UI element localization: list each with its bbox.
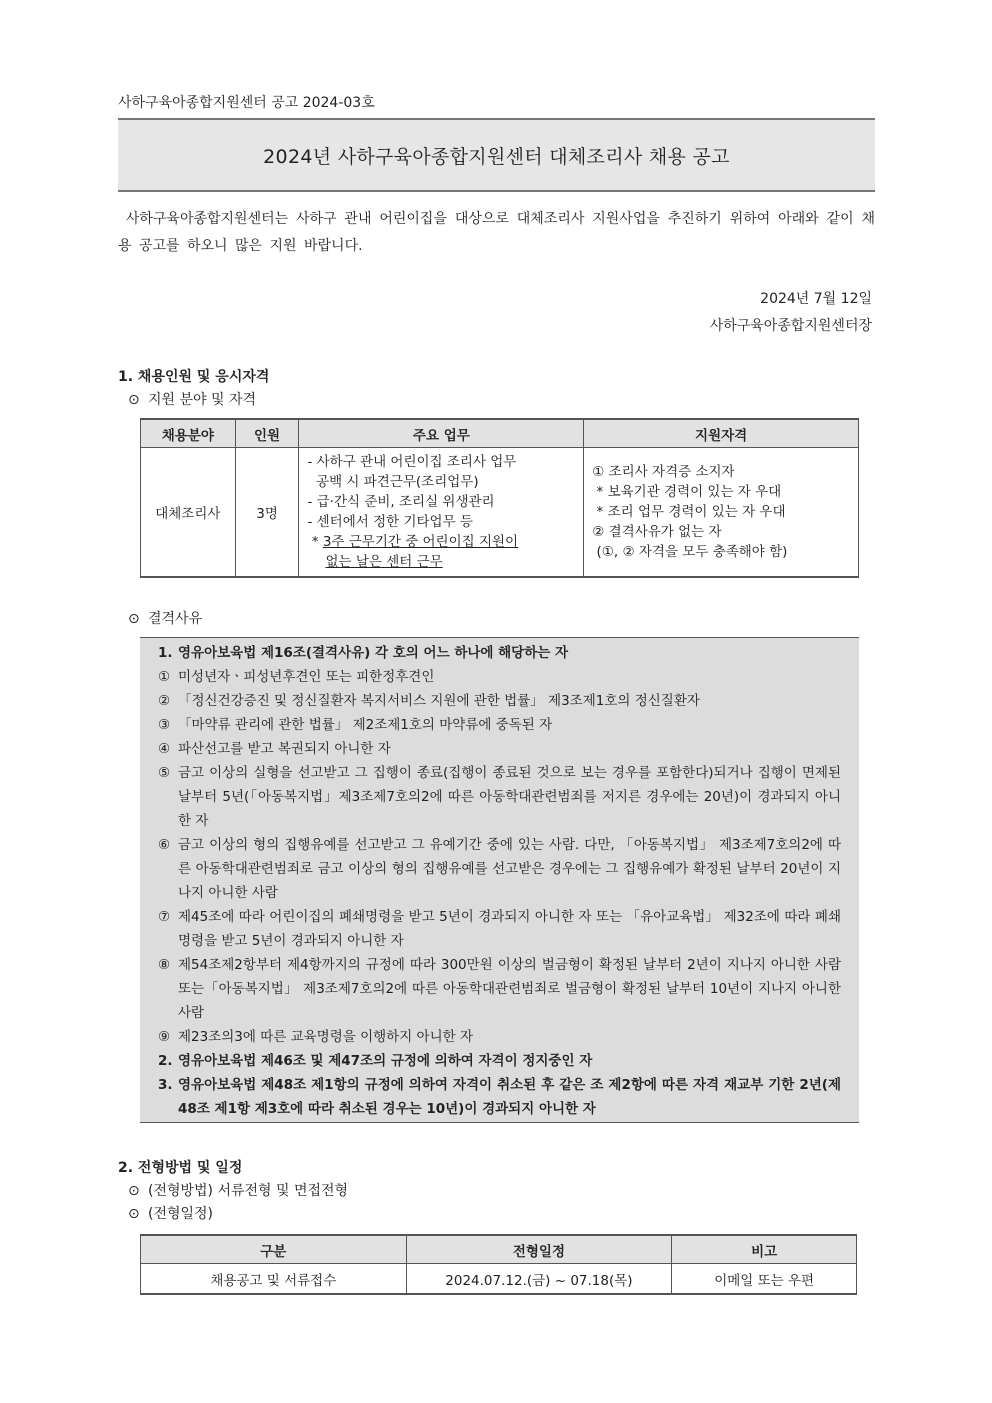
dq-num: ④	[158, 741, 171, 757]
bullet2-label: (전형일정)	[148, 1206, 214, 1222]
qualification-line: ① 조리사 자격증 소지자	[592, 464, 735, 480]
col-header-duties: 주요 업무	[299, 419, 584, 448]
col-header-note: 비고	[672, 1235, 857, 1264]
dq-num: 2.	[158, 1053, 173, 1069]
duty-note-line2: 없는 날은 센터 근무	[325, 554, 443, 570]
section2-bullet2	[128, 1203, 213, 1223]
cell-note: 이메일 또는 우편	[672, 1264, 857, 1295]
dq-text: 「마약류 관리에 관한 법률」 제2조제1호의 마약류에 중독된 자	[178, 717, 553, 733]
dq-subitem	[158, 713, 841, 737]
duty-note-line1: 3주 근무기간 중 어린이집 지원이	[322, 534, 519, 550]
dq-subitem	[158, 689, 841, 713]
duty-line: - 급·간식 준비, 조리실 위생관리	[307, 494, 495, 510]
dq-text: 금고 이상의 실형을 선고받고 그 집행이 종료(집행이 종료된 것으로 보는 경우를 포함한다)되거나 집행이 면제된 날부터 5년(「아동복지법」제3조제7호의2에 따른 아동학대관련범죄를 저지른 경우에는 20년)이 경과되지 아니한 자	[178, 765, 841, 829]
dq-text: 금고 이상의 형의 집행유예를 선고받고 그 유예기간 중에 있는 사람. 다만, 「아동복지법」 제3조제7호의2에 따른 아동학대관련범죄로 금고 이상의 형의 집행유예를 선고받은 경우에는 그 집행유예가 확정된 날부터 20년이 지나지 아니한 사람	[178, 837, 841, 901]
intro-text: 사하구육아종합지원센터는 사하구 관내 어린이집을 대상으로 대체조리사 지원사업을 추진하기 위하여 아래와 같이 채용 공고를 하오니 많은 지원 바랍니다.	[118, 211, 875, 254]
section1-sub1	[128, 389, 256, 409]
bullet-icon: ⊙	[128, 392, 140, 408]
col-header-qualifications: 지원자격	[584, 419, 859, 448]
duty-note	[307, 532, 575, 552]
notice-number: 사하구육아종합지원센터 공고 2024-03호	[118, 95, 375, 111]
dq-text: 제23조의3에 따른 교육명령을 이행하지 아니한 자	[178, 1029, 474, 1045]
qualification-table	[140, 418, 859, 578]
col-header-category: 구분	[141, 1235, 407, 1264]
bullet-icon: ⊙	[128, 1206, 140, 1222]
col-header-field: 채용분야	[141, 419, 236, 448]
dq-subitem	[158, 953, 841, 1025]
disqualification-box	[140, 637, 859, 1123]
dq-text: 제45조에 따라 어린이집의 폐쇄명령을 받고 5년이 경과되지 아니한 자 또는 「유아교육법」 제32조에 따라 폐쇄명령을 받고 5년이 경과되지 아니한 자	[178, 909, 841, 949]
sub2-label: 결격사유	[148, 611, 203, 627]
dq-item	[158, 1073, 841, 1121]
dq-item	[158, 1049, 841, 1073]
col-header-schedule: 전형일정	[406, 1235, 672, 1264]
table-row	[141, 448, 859, 578]
announcement-date: 2024년 7월 12일	[760, 291, 872, 307]
section2-bullet1	[128, 1180, 348, 1200]
dq-subitem	[158, 761, 841, 833]
dq-subitem	[158, 905, 841, 953]
dq-text: 영유아보육법 제46조 및 제47조의 규정에 의하여 자격이 정지중인 자	[178, 1053, 593, 1069]
schedule-table	[140, 1234, 857, 1295]
dq-num: ①	[158, 669, 171, 685]
qualification-line: ② 결격사유가 없는 자	[592, 524, 722, 540]
dq-num: ②	[158, 693, 171, 709]
dq-text: 「정신건강증진 및 정신질환자 복지서비스 지원에 관한 법률」 제3조제1호의 정신질환자	[178, 693, 700, 709]
bullet1-label: (전형방법) 서류전형 및 면접전형	[148, 1183, 349, 1199]
dq-text: 파산선고를 받고 복권되지 아니한 자	[178, 741, 391, 757]
cell-field: 대체조리사	[141, 448, 236, 578]
sub1-label: 지원 분야 및 자격	[148, 392, 257, 408]
signature: 사하구육아종합지원센터장	[709, 318, 872, 334]
cell-count: 3명	[235, 448, 299, 578]
dq-num: 3.	[158, 1077, 173, 1093]
page-title: 2024년 사하구육아종합지원센터 대체조리사 채용 공고	[263, 145, 730, 168]
dq-text: 영유아보육법 제16조(결격사유) 각 호의 어느 하나에 해당하는 자	[178, 645, 569, 661]
duty-note-cont	[307, 552, 575, 572]
cell-qualifications	[584, 448, 859, 578]
dq-subitem	[158, 737, 841, 761]
cell-category: 채용공고 및 서류접수	[141, 1264, 407, 1295]
qualification-line: (①, ② 자격을 모두 충족해야 함)	[592, 544, 788, 560]
title-banner	[118, 118, 875, 192]
dq-text: 영유아보육법 제48조 제1항의 규정에 의하여 자격이 취소된 후 같은 조 제2항에 따른 자격 재교부 기한 2년(제48조 제1항 제3호에 따라 취소된 경우는 10년)이 경과되지 아니한 자	[178, 1077, 841, 1117]
table-row	[141, 1264, 857, 1295]
dq-item	[158, 641, 841, 665]
duty-line: 공백 시 파견근무(조리업무)	[307, 474, 479, 490]
bullet-icon: ⊙	[128, 611, 140, 627]
dq-num: ③	[158, 717, 171, 733]
section1-sub2	[128, 608, 202, 628]
col-header-count: 인원	[235, 419, 299, 448]
table-header-row	[141, 419, 859, 448]
dq-subitem	[158, 665, 841, 689]
dq-num: ⑤	[158, 765, 171, 781]
cell-schedule: 2024.07.12.(금) ~ 07.18(목)	[406, 1264, 672, 1295]
qualification-line: * 보육기관 경력이 있는 자 우대	[592, 484, 782, 500]
dq-num: ⑨	[158, 1029, 171, 1045]
dq-num: ⑥	[158, 837, 171, 853]
bullet-icon: ⊙	[128, 1183, 140, 1199]
cell-duties	[299, 448, 584, 578]
section2-heading: 2. 전형방법 및 일정	[118, 1160, 243, 1176]
qualification-line: * 조리 업무 경력이 있는 자 우대	[592, 504, 786, 520]
dq-text: 제54조제2항부터 제4항까지의 규정에 따라 300만원 이상의 벌금형이 확정된 날부터 2년이 지나지 아니한 사람 또는「아동복지법」 제3조제7호의2에 따른 아동학대관련범죄로 벌금형이 확정된 날부터 10년이 지나지 아니한 사람	[178, 957, 841, 1021]
dq-num: ⑦	[158, 909, 171, 925]
section1-heading: 1. 채용인원 및 응시자격	[118, 369, 270, 385]
duty-line: - 센터에서 정한 기타업무 등	[307, 514, 473, 530]
table-header-row	[141, 1235, 857, 1264]
dq-num: 1.	[158, 645, 173, 661]
dq-text: 미성년자ㆍ피성년후견인 또는 피한정후견인	[178, 669, 435, 685]
dq-subitem	[158, 1025, 841, 1049]
duty-line: - 사하구 관내 어린이집 조리사 업무	[307, 454, 517, 470]
dq-subitem	[158, 833, 841, 905]
intro-paragraph	[118, 206, 875, 260]
dq-num: ⑧	[158, 957, 171, 973]
duty-note-prefix: *	[307, 534, 323, 550]
